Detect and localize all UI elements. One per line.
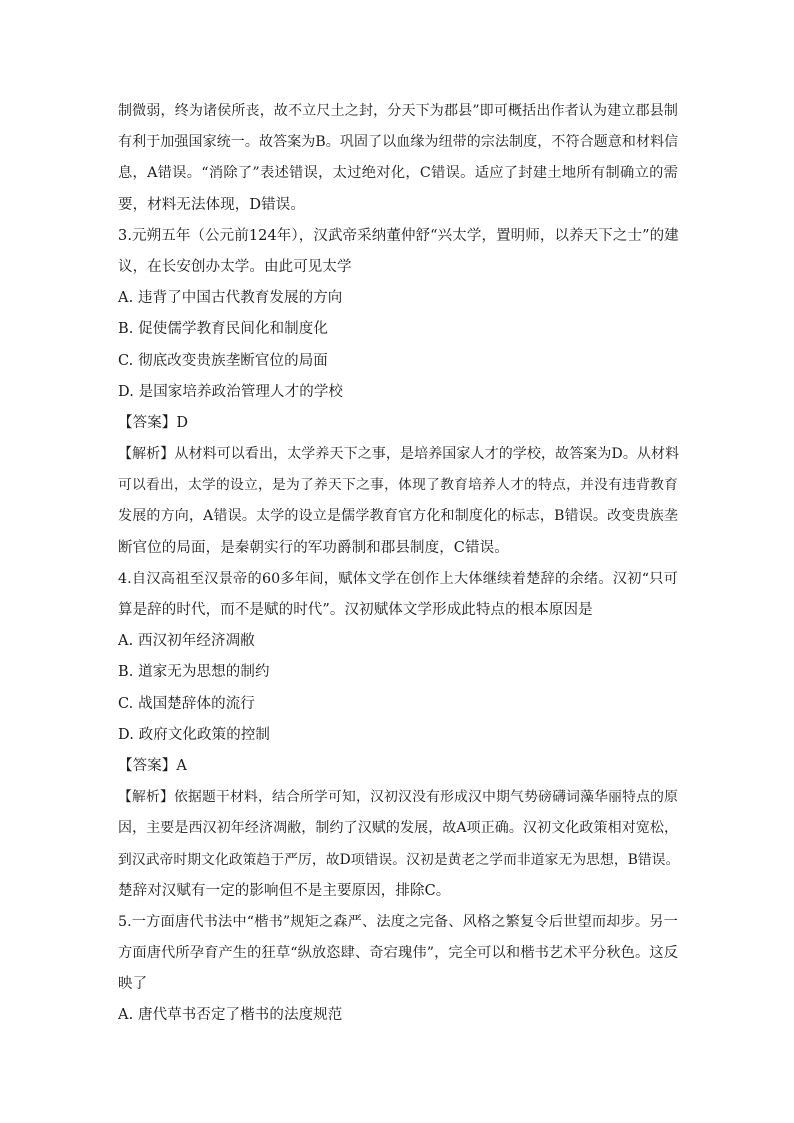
question-4-option-a: A. 西汉初年经济凋敝 <box>118 633 255 650</box>
paragraph-line: 息，A错误。“消除了”表述错误，太过绝对化，C错误。适应了封建土地所有制确立的需 <box>118 165 678 182</box>
question-5-stem: 方面唐代所孕育产生的狂草“纵放恣肆、奇宕瑰伟”，完全可以和楷书艺术平分秋色。这反 <box>118 945 679 962</box>
question-4-analysis: 【解析】依据题干材料，结合所学可知，汉初汉没有形成汉中期气势磅礴词藻华丽特点的原 <box>118 789 678 806</box>
question-4-option-c: C. 战国楚辞体的流行 <box>118 695 255 712</box>
question-4-stem: 4.自汉高祖至汉景帝的60多年间，赋体文学在创作上大体继续着楚辞的余绪。汉初“只可 <box>118 570 678 587</box>
question-4-analysis: 楚辞对汉赋有一定的影响但不是主要原因，排除C。 <box>118 882 451 899</box>
question-3-option-d: D. 是国家培养政治管理人才的学校 <box>118 383 344 400</box>
question-3-analysis: 可以看出，太学的设立，是为了养天下之事，体现了教育培养人才的特点，并没有违背教育 <box>118 477 678 494</box>
question-3-answer: 【答案】D <box>118 414 189 431</box>
question-3-option-b: B. 促使儒学教育民间化和制度化 <box>118 321 328 338</box>
question-3-analysis: 发展的方向，A错误。太学的设立是儒学教育官方化和制度化的标志，B错误。改变贵族垄 <box>118 508 678 525</box>
question-4-option-b: B. 道家无为思想的制约 <box>118 664 270 681</box>
question-4-analysis: 因，主要是西汉初年经济凋敝，制约了汉赋的发展，故A项正确。汉初文化政策相对宽松， <box>118 820 679 837</box>
paragraph-line: 有利于加强国家统一。故答案为B。巩固了以血缘为纽带的宗法制度，不符合题意和材料信 <box>118 134 679 151</box>
question-3-stem: 议，在长安创办太学。由此可见太学 <box>118 258 352 275</box>
question-5-stem: 5.一方面唐代书法中“楷书”规矩之森严、法度之完备、风格之繁复令后世望而却步。另一 <box>118 913 678 930</box>
question-3-stem: 3.元朔五年（公元前124年），汉武帝采纳董仲舒“兴太学，置明师，以养天下之士”的建 <box>118 227 679 244</box>
document-page <box>118 96 678 1032</box>
question-3-option-a: A. 违背了中国古代教育发展的方向 <box>118 290 343 307</box>
question-5-stem: 映了 <box>118 976 148 993</box>
paragraph-line: 制微弱，终为诸侯所丧，故不立尺土之封，分天下为郡县”即可概括出作者认为建立郡县制 <box>118 103 678 119</box>
question-3-analysis: 断官位的局面，是秦朝实行的军功爵制和郡县制度，C错误。 <box>118 539 509 556</box>
question-4-stem: 算是辞的时代，而不是赋的时代”。汉初赋体文学形成此特点的根本原因是 <box>118 602 593 618</box>
question-4-analysis: 到汉武帝时期文化政策趋于严厉，故D项错误。汉初是黄老之学而非道家无为思想，B错误。 <box>118 851 680 868</box>
question-3-option-c: C. 彻底改变贵族垄断官位的局面 <box>118 352 328 369</box>
question-5-option-a: A. 唐代草书否定了楷书的法度规范 <box>118 1007 343 1024</box>
question-3-analysis: 【解析】从材料可以看出，太学养天下之事，是培养国家人才的学校，故答案为D。从材料 <box>118 446 680 463</box>
paragraph-line: 要，材料无法体现，D错误。 <box>118 196 305 213</box>
question-4-option-d: D. 政府文化政策的控制 <box>118 726 271 743</box>
question-4-answer: 【答案】A <box>118 757 187 774</box>
